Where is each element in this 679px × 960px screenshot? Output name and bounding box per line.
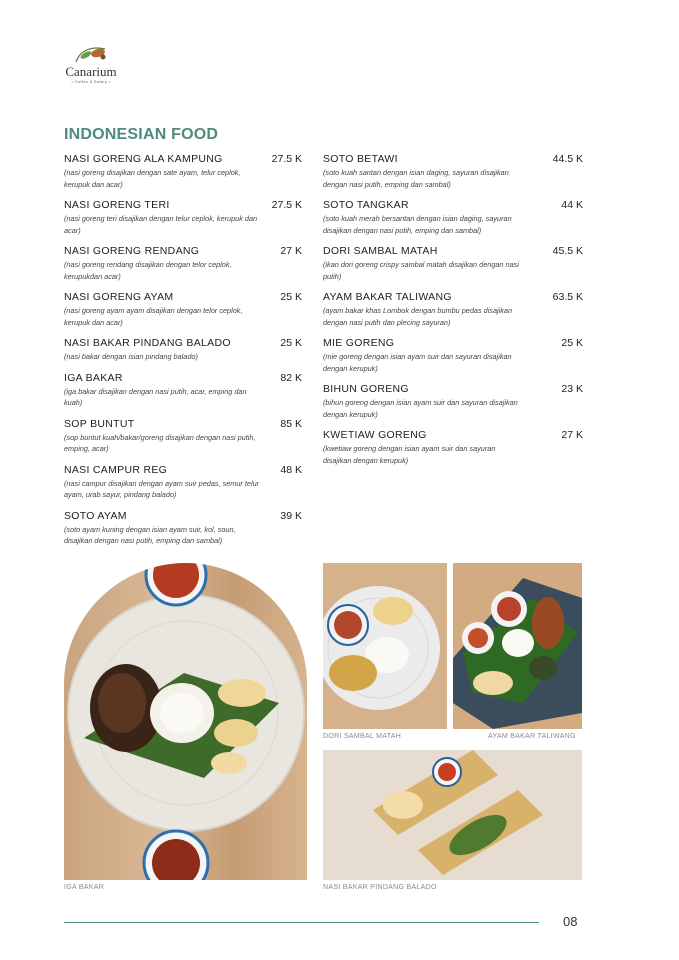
menu-item	[64, 418, 302, 455]
footer-divider	[64, 922, 539, 923]
item-price: 44.5 K	[552, 153, 583, 165]
item-description: (nasi goreng teri disajikan dengan telur ceplok, kerupuk dan acar)	[64, 214, 258, 235]
item-price: 25 K	[561, 337, 583, 349]
item-price: 85 K	[280, 417, 302, 430]
menu-item	[323, 245, 583, 282]
item-name: DORI SAMBAL MATAH	[323, 245, 438, 257]
menu-item	[323, 199, 583, 236]
item-price: 27 K	[280, 245, 302, 257]
item-name: IGA BAKAR	[64, 371, 123, 384]
item-price: 82 K	[280, 371, 302, 384]
item-description: (iga bakar disajikan dengan nasi putih, acar, emping dan kuah)	[64, 386, 247, 407]
item-description: (kwetiaw goreng dengan isian ayam suir dan sayuran disajikan dengan kerupuk)	[323, 444, 496, 465]
item-price: 45.5 K	[552, 245, 583, 257]
item-name: NASI GORENG AYAM	[64, 291, 174, 303]
item-name: NASI CAMPUR REG	[64, 463, 168, 476]
item-description: (sop buntut kuah/bakar/goreng disajikan dengan nasi putih, emping, acar)	[64, 432, 256, 453]
photo-ayam-bakar-taliwang	[453, 563, 582, 729]
menu-item	[64, 291, 302, 328]
menu-item	[64, 153, 302, 190]
menu-column-right	[323, 153, 583, 475]
caption-ayam-bakar-taliwang: AYAM BAKAR TALIWANG	[488, 733, 576, 740]
item-price: 27.5 K	[271, 153, 302, 165]
item-description: (nasi goreng ayam ayam disajikan dengan telor ceplok, kerupuk dan acar)	[64, 306, 243, 327]
photo-dori-sambal-matah	[323, 563, 447, 729]
item-price: 27 K	[561, 429, 583, 441]
item-description: (soto kuah merah bersantan dengan isian daging, sayuran disajikan dengan nasi putih, emping dan sambal)	[323, 214, 512, 235]
menu-item	[64, 337, 302, 363]
item-name: BIHUN GORENG	[323, 383, 409, 395]
menu-item	[64, 199, 302, 236]
brand-logo	[62, 44, 120, 92]
menu-item	[64, 464, 302, 501]
item-description: (nasi campur disajikan dengan ayam suir pedas, semur telur ayam, urab sayur, pindang balado)	[64, 478, 260, 499]
page-number: 08	[563, 914, 578, 929]
item-name: SOTO TANGKAR	[323, 199, 409, 211]
photo-iga-bakar	[64, 563, 307, 880]
item-name: KWETIAW GORENG	[323, 429, 427, 441]
menu-item	[323, 429, 583, 466]
menu-item	[323, 153, 583, 190]
menu-item	[323, 337, 583, 374]
brand-tagline: • Coffee & Eatery •	[71, 79, 111, 84]
item-price: 63.5 K	[552, 291, 583, 303]
item-name: NASI BAKAR PINDANG BALADO	[64, 337, 231, 349]
item-name: SOP BUNTUT	[64, 417, 135, 430]
item-price: 25 K	[280, 291, 302, 303]
item-description: (soto kuah santan dengan isian daging, sayuran disajikan dengan nasi putih, emping dan sambal)	[323, 168, 509, 189]
photo-nasi-bakar-pindang-balado	[323, 750, 582, 880]
menu-item	[64, 372, 302, 409]
item-description: (nasi bakar dengan isian pindang balado)	[64, 352, 198, 361]
menu-item	[323, 383, 583, 420]
item-price: 44 K	[561, 199, 583, 211]
item-description: (nasi goreng disajikan dengan sate ayam, telur ceplok, kerupuk dan acar)	[64, 168, 241, 189]
menu-item	[64, 245, 302, 282]
item-name: NASI GORENG RENDANG	[64, 245, 200, 257]
menu-item	[64, 510, 302, 547]
item-price: 25 K	[280, 337, 302, 349]
item-description: (nasi goreng rendang disajikan dengan telor ceplok, kerupukdan acar)	[64, 260, 232, 281]
section-title: INDONESIAN FOOD	[64, 126, 219, 143]
item-name: NASI GORENG ALA KAMPUNG	[64, 153, 223, 165]
menu-item	[323, 291, 583, 328]
canarium-leaf-icon	[72, 44, 110, 66]
item-description: (ikan dori goreng crispy sambal matah disajikan dengan nasi putih)	[323, 260, 519, 281]
item-price: 48 K	[280, 463, 302, 476]
item-name: SOTO BETAWI	[323, 153, 398, 165]
item-description: (bihun goreng dengan isian ayam suir dan sayuran disajikan dengan kerupuk)	[323, 398, 518, 419]
item-price: 23 K	[561, 383, 583, 395]
item-description: (soto ayam kuning dengan isian ayam suir, kol, soun, disajikan dengan nasi putih, emping dan sambal)	[64, 524, 236, 545]
item-name: NASI GORENG TERI	[64, 199, 170, 211]
item-price: 27.5 K	[271, 199, 302, 211]
item-name: AYAM BAKAR TALIWANG	[323, 291, 452, 303]
caption-dori-sambal-matah: DORI SAMBAL MATAH	[323, 733, 402, 740]
brand-name: Canarium	[65, 64, 117, 79]
item-name: SOTO AYAM	[64, 509, 127, 522]
item-price: 39 K	[280, 509, 302, 522]
menu-column-left	[64, 153, 302, 556]
item-name: MIE GORENG	[323, 337, 395, 349]
caption-iga-bakar: IGA BAKAR	[64, 884, 105, 891]
item-description: (mie goreng dengan isian ayam suir dan sayuran disajikan dengan kerupuk)	[323, 352, 512, 373]
caption-nasi-bakar-pindang-balado: NASI BAKAR PINDANG BALADO	[323, 884, 437, 891]
item-description: (ayam bakar khas Lombok dengan bumbu pedas disajikan dengan nasi putih dan plecing sayuran)	[323, 306, 513, 327]
